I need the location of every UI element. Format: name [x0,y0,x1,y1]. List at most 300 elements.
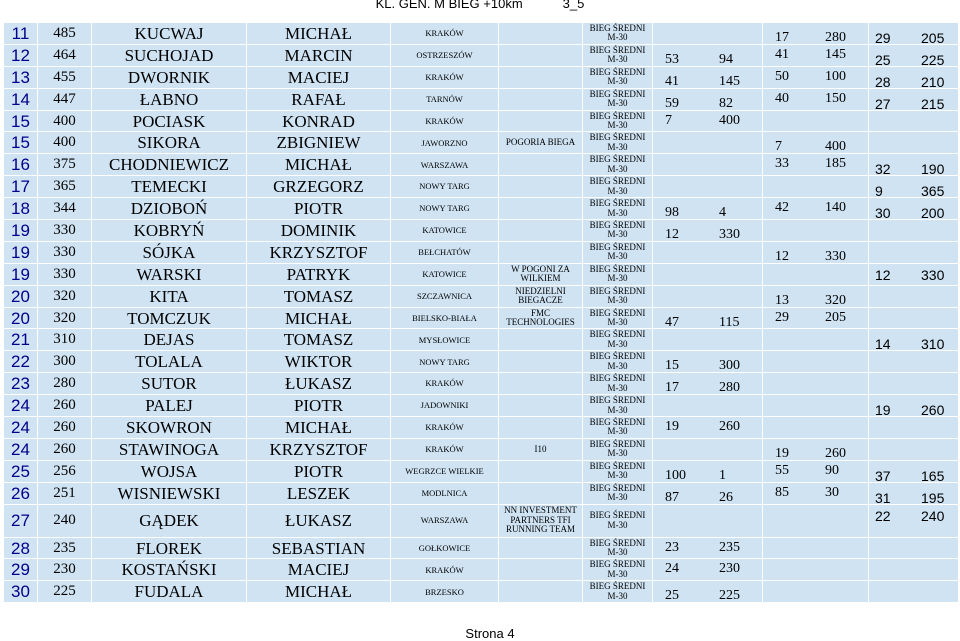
surname-cell: DWORNIK [92,66,247,88]
place-cell: 12 [4,44,38,66]
category-label: BIEG ŚREDNI [589,110,646,121]
club-cell [499,66,583,88]
category-label: BIEG ŚREDNI [589,510,646,521]
table-row [4,417,959,439]
category-group: M-30 [607,120,628,130]
total-place: 27 [875,95,891,111]
first-name-cell: DOMINIK [247,220,391,242]
total-cell [869,504,959,537]
race1-cell [653,263,763,285]
place-cell: 20 [4,285,38,307]
race1-points: 115 [719,314,740,329]
race1-cell [653,581,763,603]
race1-cell [653,198,763,220]
race2-cell [763,198,869,220]
category-group: M-30 [607,98,628,109]
surname-cell: SIKORA [92,132,247,154]
category-group: M-30 [607,273,628,284]
city-cell: OSTRZESZÓW [391,44,499,66]
place-cell: 19 [4,241,38,263]
category-cell [583,285,653,307]
place-cell: 19 [4,220,38,242]
first-name-cell: MICHAŁ [247,581,391,603]
category-label: BIEG ŚREDNI [589,23,646,33]
city-cell: TARNÓW [391,88,499,110]
category-group: M-30 [607,163,628,174]
category-group: M-30 [607,590,628,601]
category-group: M-30 [607,470,628,481]
race2-cell [763,329,869,351]
total-points: 210 [921,73,945,89]
city-cell: BRZESKO [391,581,499,603]
category-group: M-30 [607,251,628,262]
race2-place: 13 [775,292,789,308]
category-cell [583,417,653,439]
city-cell: JADOWNIKI [391,395,499,417]
surname-cell: STAWINOGA [92,438,247,460]
category-cell [583,132,653,154]
city-cell: WARSZAWA [391,154,499,176]
race2-cell [763,581,869,603]
points-cell: 320 [38,307,92,329]
category-label: BIEG ŚREDNI [589,559,646,570]
race2-cell [763,154,869,176]
race2-cell [763,88,869,110]
category-cell [583,220,653,242]
table-row [4,504,959,537]
first-name-cell: MACIEJ [247,559,391,581]
race1-points: 4 [719,205,726,220]
category-label: BIEG ŚREDNI [589,154,646,165]
city-cell: MODLNICA [391,482,499,504]
club-cell [499,417,583,439]
city-cell: KRAKÓW [391,66,499,88]
city-cell: WEGRZCE WIELKIE [391,460,499,482]
category-cell [583,395,653,417]
total-cell [869,581,959,603]
total-cell [869,132,959,154]
race1-place: 23 [665,539,679,555]
race1-cell [653,285,763,307]
first-name-cell: KRZYSZTOF [247,241,391,263]
place-cell: 24 [4,395,38,417]
city-cell: KRAKÓW [391,438,499,460]
total-points: 200 [921,205,945,220]
surname-cell: WARSKI [92,263,247,285]
place-cell: 11 [4,23,38,45]
points-cell: 375 [38,154,92,176]
race1-cell [653,438,763,460]
category-label: BIEG ŚREDNI [589,44,646,55]
first-name-cell: MICHAŁ [247,417,391,439]
results-table [3,22,959,603]
points-cell: 260 [38,395,92,417]
total-cell [869,482,959,504]
surname-cell: SUCHOJAD [92,44,247,66]
city-cell: KRAKÓW [391,373,499,395]
category-label: BIEG ŚREDNI [589,581,646,592]
race2-place: 85 [775,484,789,500]
race2-cell [763,351,869,373]
total-points: 195 [921,489,945,505]
total-cell [869,395,959,417]
table-row [4,373,959,395]
total-place: 29 [875,30,891,45]
points-cell: 230 [38,559,92,581]
race2-cell [763,66,869,88]
surname-cell: TEMECKI [92,176,247,198]
city-cell: KRAKÓW [391,110,499,132]
race1-cell [653,132,763,154]
race2-points: 185 [825,156,846,172]
category-cell [583,66,653,88]
club-cell: I10 [499,438,583,460]
race1-points: 230 [719,561,740,577]
table-row [4,581,959,603]
race1-place: 17 [665,380,679,395]
race2-place: 42 [775,200,789,216]
club-cell: POGORIA BIEGA [499,132,583,154]
category-group: M-30 [607,568,628,579]
category-group: M-30 [607,404,628,415]
total-place: 32 [875,161,891,176]
category-label: BIEG ŚREDNI [589,307,646,318]
category-group: M-30 [607,317,628,328]
race1-cell [653,241,763,263]
race1-points: 1 [719,467,726,483]
race2-cell [763,110,869,132]
total-points: 330 [921,266,945,283]
category-label: BIEG ŚREDNI [589,241,646,252]
category-label: BIEG ŚREDNI [589,132,646,143]
club-cell [499,373,583,395]
category-group: M-30 [607,54,628,65]
category-group: M-30 [607,426,628,437]
race1-points: 26 [719,489,733,505]
place-cell: 28 [4,537,38,559]
race1-cell [653,23,763,45]
table-row [4,154,959,176]
city-cell: BIELSKO-BIAŁA [391,307,499,329]
total-cell [869,23,959,45]
category-group: M-30 [607,492,628,503]
surname-cell: GĄDEK [92,504,247,537]
place-cell: 14 [4,88,38,110]
category-cell [583,581,653,603]
first-name-cell: WIKTOR [247,351,391,373]
surname-cell: ŁABNO [92,88,247,110]
club-cell [499,559,583,581]
race2-cell [763,504,869,537]
club-cell [499,329,583,351]
first-name-cell: ZBIGNIEW [247,132,391,154]
first-name-cell: GRZEGORZ [247,176,391,198]
first-name-cell: RAFAŁ [247,88,391,110]
table-row [4,438,959,460]
category-label: BIEG ŚREDNI [589,351,646,362]
table-row [4,198,959,220]
category-cell [583,154,653,176]
category-label: BIEG ŚREDNI [589,88,646,99]
place-cell: 27 [4,504,38,537]
category-cell [583,241,653,263]
club-cell [499,154,583,176]
category-group: M-30 [607,141,628,152]
race1-points: 82 [719,95,733,111]
total-points: 240 [921,507,945,524]
city-cell: KATOWICE [391,263,499,285]
club-cell: FMC TECHNOLOGIES [499,307,583,329]
race1-cell [653,110,763,132]
city-cell: MYSŁOWICE [391,329,499,351]
city-cell: KRAKÓW [391,559,499,581]
race1-cell [653,329,763,351]
race2-cell [763,176,869,198]
total-place: 12 [875,266,891,283]
category-cell [583,504,653,537]
race2-cell [763,241,869,263]
total-cell [869,460,959,482]
race2-points: 30 [825,484,839,500]
total-cell [869,373,959,395]
place-cell: 29 [4,559,38,581]
race2-cell [763,285,869,307]
race2-points: 280 [825,30,846,45]
total-points: 190 [921,161,945,176]
category-cell [583,198,653,220]
total-cell [869,88,959,110]
race2-place: 33 [775,156,789,172]
city-cell: KRAKÓW [391,23,499,45]
race1-place: 87 [665,489,679,505]
race1-place: 53 [665,51,679,67]
category-cell [583,88,653,110]
race2-points: 150 [825,90,846,106]
total-points: 365 [921,183,945,198]
table-row [4,88,959,110]
points-cell: 260 [38,417,92,439]
category-cell [583,23,653,45]
race1-place: 15 [665,358,679,373]
race2-cell [763,482,869,504]
club-cell [499,220,583,242]
surname-cell: POCIASK [92,110,247,132]
race2-cell [763,44,869,66]
place-cell: 15 [4,132,38,154]
city-cell: GOŁKOWICE [391,537,499,559]
total-cell [869,110,959,132]
race2-place: 55 [775,462,789,478]
city-cell: KRAKÓW [391,417,499,439]
table-row [4,537,959,559]
category-group: M-30 [607,382,628,393]
race1-points: 300 [719,358,740,373]
category-group: M-30 [607,295,628,306]
race2-cell [763,438,869,460]
race1-cell [653,307,763,329]
surname-cell: SKOWRON [92,417,247,439]
race1-cell [653,176,763,198]
category-label: BIEG ŚREDNI [589,176,646,187]
category-label: BIEG ŚREDNI [589,417,646,428]
table-row [4,351,959,373]
total-points: 215 [921,95,945,111]
race2-points: 400 [825,139,846,154]
first-name-cell: TOMASZ [247,329,391,351]
club-cell [499,395,583,417]
race1-place: 12 [665,227,679,242]
race2-cell [763,263,869,285]
race1-place: 24 [665,561,679,577]
first-name-cell: TOMASZ [247,285,391,307]
category-cell [583,44,653,66]
race1-points: 330 [719,227,740,242]
category-cell [583,351,653,373]
race2-points: 260 [825,445,846,461]
race1-cell [653,537,763,559]
total-place: 30 [875,205,891,220]
total-place: 14 [875,336,891,351]
surname-cell: DZIOBOŃ [92,198,247,220]
first-name-cell: PIOTR [247,395,391,417]
category-cell [583,460,653,482]
total-points: 260 [921,402,945,417]
place-cell: 22 [4,351,38,373]
points-cell: 260 [38,438,92,460]
category-label: BIEG ŚREDNI [589,537,646,548]
category-group: M-30 [607,547,628,558]
table-row [4,241,959,263]
category-label: BIEG ŚREDNI [589,395,646,406]
points-cell: 310 [38,329,92,351]
table-row [4,395,959,417]
race1-points: 235 [719,539,740,555]
category-cell [583,176,653,198]
first-name-cell: MICHAŁ [247,23,391,45]
total-place: 28 [875,73,891,89]
first-name-cell: KRZYSZTOF [247,438,391,460]
race1-points: 260 [719,419,740,435]
race1-place: 19 [665,419,679,435]
points-cell: 300 [38,351,92,373]
points-cell: 330 [38,220,92,242]
race1-points: 94 [719,51,733,67]
category-cell [583,373,653,395]
place-cell: 13 [4,66,38,88]
category-cell [583,110,653,132]
city-cell: NOWY TARG [391,176,499,198]
total-points: 165 [921,467,945,483]
total-cell [869,176,959,198]
race1-place: 25 [665,588,679,603]
category-cell [583,307,653,329]
first-name-cell: SEBASTIAN [247,537,391,559]
category-label: BIEG ŚREDNI [589,460,646,471]
place-cell: 23 [4,373,38,395]
table-row [4,110,959,132]
category-label: BIEG ŚREDNI [589,285,646,296]
category-label: BIEG ŚREDNI [589,329,646,340]
race1-place: 59 [665,95,679,111]
total-cell [869,329,959,351]
race1-cell [653,351,763,373]
table-row [4,66,959,88]
total-points: 205 [921,30,945,45]
race1-cell [653,395,763,417]
first-name-cell: MACIEJ [247,66,391,88]
city-cell: JAWORZNO [391,132,499,154]
race1-place: 47 [665,314,679,329]
first-name-cell: MICHAŁ [247,154,391,176]
total-place: 31 [875,489,891,505]
race1-place: 41 [665,73,679,89]
table-row [4,307,959,329]
place-cell: 24 [4,417,38,439]
points-cell: 330 [38,263,92,285]
first-name-cell: PATRYK [247,263,391,285]
category-label: BIEG ŚREDNI [589,198,646,209]
surname-cell: SÓJKA [92,241,247,263]
category-label: BIEG ŚREDNI [589,263,646,274]
total-place: 25 [875,51,891,67]
points-cell: 464 [38,44,92,66]
surname-cell: TOLALA [92,351,247,373]
page-title [0,0,960,11]
points-cell: 344 [38,198,92,220]
first-name-cell: KONRAD [247,110,391,132]
surname-cell: KUCWAJ [92,23,247,45]
place-cell: 18 [4,198,38,220]
club-cell [499,198,583,220]
race2-cell [763,537,869,559]
race1-cell [653,88,763,110]
category-group: M-30 [607,338,628,349]
place-cell: 20 [4,307,38,329]
club-cell [499,241,583,263]
race1-cell [653,482,763,504]
place-cell: 30 [4,581,38,603]
place-cell: 15 [4,110,38,132]
surname-cell: FLOREK [92,537,247,559]
club-cell [499,460,583,482]
race2-points: 140 [825,200,846,216]
place-cell: 25 [4,460,38,482]
points-cell: 240 [38,504,92,537]
surname-cell: CHODNIEWICZ [92,154,247,176]
race1-cell [653,44,763,66]
place-cell: 21 [4,329,38,351]
category-group: M-30 [607,185,628,196]
surname-cell: WOJSA [92,460,247,482]
surname-cell: DEJAS [92,329,247,351]
club-cell [499,581,583,603]
points-cell: 280 [38,373,92,395]
race2-cell [763,132,869,154]
city-cell: SZCZAWNICA [391,285,499,307]
total-cell [869,438,959,460]
race2-points: 330 [825,248,846,264]
category-group: M-30 [607,360,628,371]
surname-cell: TOMCZUK [92,307,247,329]
points-cell: 400 [38,110,92,132]
category-group: M-30 [607,207,628,218]
total-cell [869,220,959,242]
table-row [4,460,959,482]
category-cell [583,482,653,504]
race2-place: 29 [775,309,789,325]
table-row [4,329,959,351]
points-cell: 365 [38,176,92,198]
